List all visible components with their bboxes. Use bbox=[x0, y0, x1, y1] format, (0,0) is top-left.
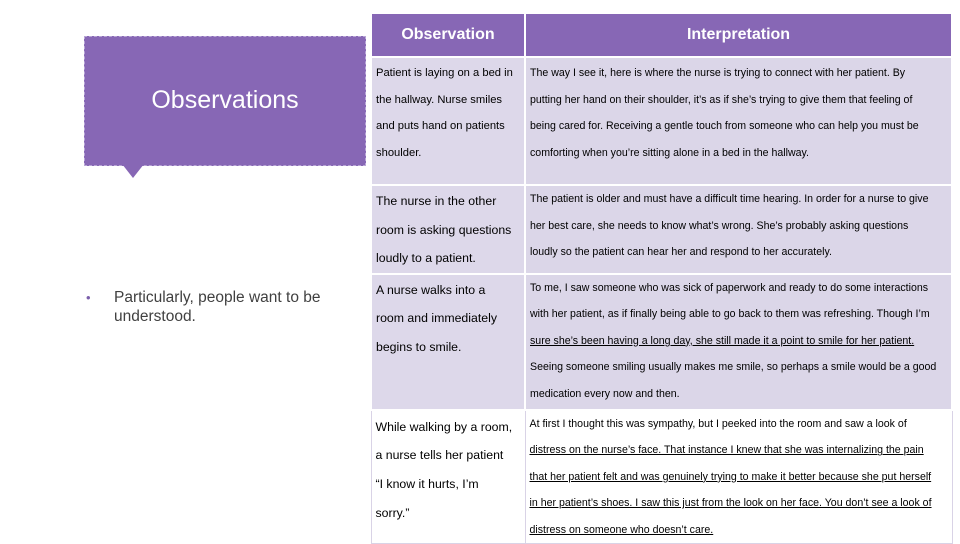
observation-cell bbox=[371, 274, 525, 410]
header-row bbox=[371, 13, 952, 57]
slide-title: Observations bbox=[151, 86, 299, 114]
interpretation-line: To me, I saw someone who was sick of paperwork and ready to do some interactions bbox=[530, 281, 929, 294]
interpretation-line: The patient is older and must have a difficult time hearing. In order for a nurse to give bbox=[530, 193, 929, 205]
interpretation-line: sure she’s been having a long day, she still made it a point to smile for her patient. bbox=[530, 334, 915, 347]
interpretation-line: comforting when you’re sitting alone in a bed in the hallway. bbox=[530, 146, 809, 159]
interpretation-cell bbox=[525, 274, 952, 410]
interpretation-line: her best care, she needs to know what’s wrong. She’s probably asking questions bbox=[530, 219, 909, 232]
observation-cell bbox=[371, 185, 525, 274]
observation-line: a nurse tells her patient bbox=[375, 448, 504, 463]
interpretation-line: putting her hand on their shoulder, it’s as if she’s trying to give them that feeling of bbox=[530, 93, 913, 106]
observation-line: room is asking questions bbox=[376, 222, 512, 237]
table-row bbox=[371, 185, 952, 274]
bullet-dot: • bbox=[86, 290, 91, 305]
table-row bbox=[371, 57, 952, 185]
observation-line: loudly to a patient. bbox=[376, 251, 476, 266]
observation-line: “I know it hurts, I’m bbox=[375, 476, 479, 491]
title-callout bbox=[84, 36, 366, 166]
header-observation: Observation bbox=[371, 13, 525, 57]
observation-cell bbox=[371, 57, 525, 185]
interpretation-line: medication every now and then. bbox=[530, 387, 680, 400]
table-row bbox=[371, 410, 952, 544]
interpretation-cell bbox=[525, 185, 952, 274]
interpretation-line: loudly so the patient can hear her and respond to her accurately. bbox=[530, 246, 832, 258]
bullet-list bbox=[86, 288, 356, 326]
interpretation-line: that her patient felt and was genuinely trying to make it better because she put herself bbox=[529, 470, 932, 483]
table-row bbox=[371, 274, 952, 410]
observation-cell bbox=[371, 410, 525, 544]
interpretation-line: being cared for. Receiving a gentle touch from someone who can help you must be bbox=[530, 120, 919, 132]
interpretation-cell bbox=[525, 57, 952, 185]
observation-line: room and immediately bbox=[376, 311, 497, 326]
interpretation-line: At first I thought this was sympathy, but I peeked into the room and saw a look of bbox=[529, 417, 907, 430]
interpretation-line: The way I see it, here is where the nurse is trying to connect with her patient. By bbox=[530, 67, 906, 79]
observation-line: the hallway. Nurse smiles bbox=[376, 93, 503, 106]
observation-line: A nurse walks into a bbox=[376, 282, 486, 297]
interpretation-line: distress on someone who doesn’t care. bbox=[529, 523, 714, 536]
observation-line: shoulder. bbox=[376, 146, 422, 159]
interpretation-line: distress on the nurse’s face. That instance I knew that she was internalizing the pain bbox=[529, 444, 924, 457]
observation-line: The nurse in the other bbox=[376, 194, 497, 208]
observation-line: begins to smile. bbox=[376, 339, 462, 354]
interpretation-line: in her patient’s shoes. I saw this just from the look on her face. You don’t see a look of bbox=[529, 497, 932, 510]
interpretation-line: Seeing someone smiling usually makes me smile, so perhaps a smile would be a good bbox=[530, 361, 937, 374]
header-interpretation: Interpretation bbox=[525, 13, 952, 57]
interpretation-cell bbox=[525, 410, 952, 544]
observation-line: and puts hand on patients bbox=[376, 120, 505, 132]
observation-table bbox=[370, 12, 953, 544]
observation-line: Patient is laying on a bed in bbox=[376, 67, 513, 79]
interpretation-line: with her patient, as if finally being able to go back to them was refreshing. Though I’m bbox=[530, 308, 930, 321]
callout-pointer bbox=[122, 164, 144, 178]
observation-line: While walking by a room, bbox=[375, 419, 513, 434]
bullet-text: Particularly, people want to be understood. bbox=[114, 289, 321, 325]
observation-line: sorry.” bbox=[375, 505, 410, 520]
